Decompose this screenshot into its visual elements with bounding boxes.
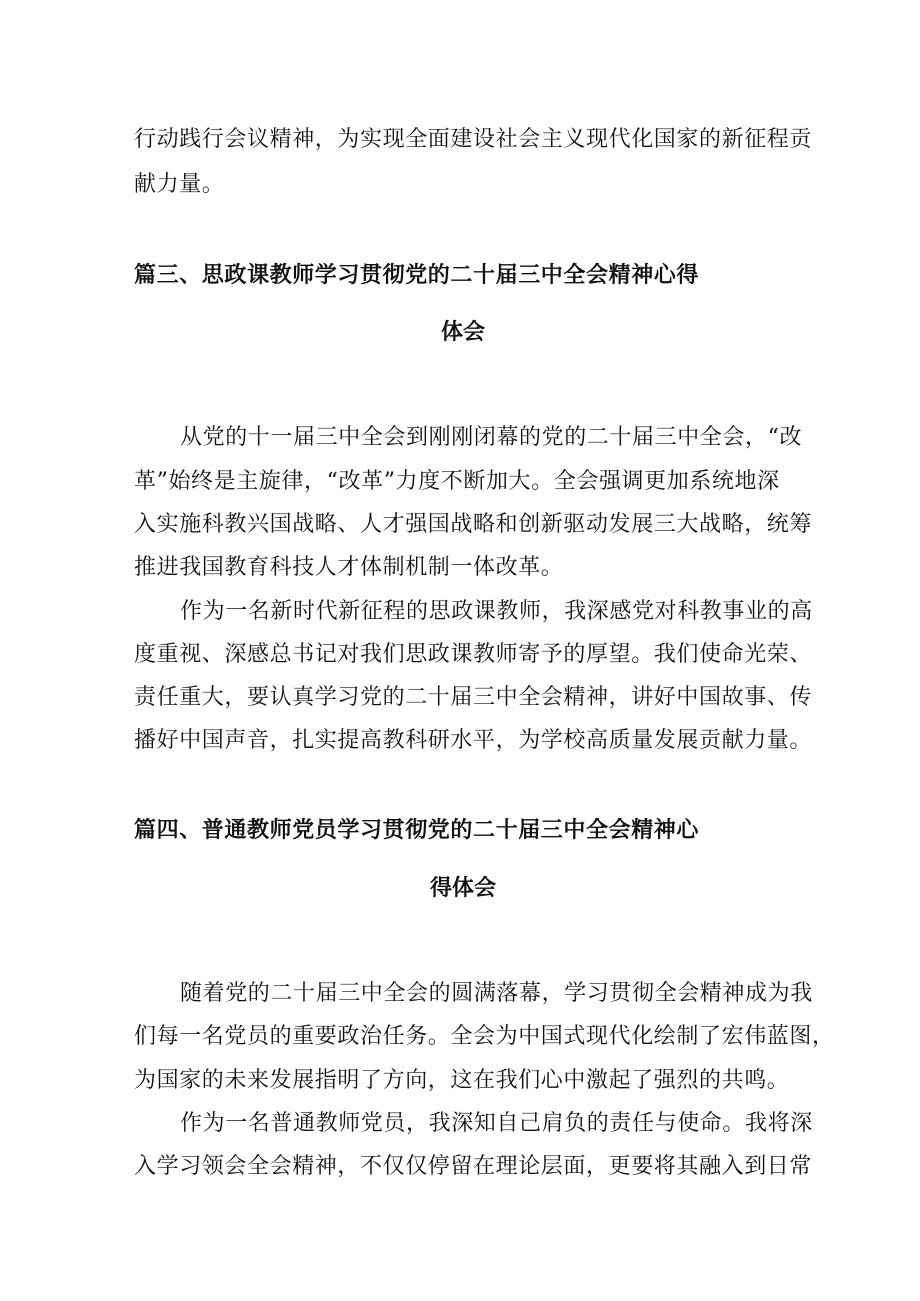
body-text-line: 作为一名普通教师党员，我深知自己肩负的责任与使命。我将深 xyxy=(180,1111,813,1136)
body-text-line: 作为一名新时代新征程的思政课教师，我深感党对科教事业的高 xyxy=(180,599,813,624)
section4-heading: 篇四、普通教师党员学习贯彻党的二十届三中全会精神心 xyxy=(134,817,700,843)
body-text-line: 度重视、深感总书记对我们思政课教师寄予的厚望。我们使命光荣、 xyxy=(134,642,813,667)
section4-heading-continued: 得体会 xyxy=(430,875,497,901)
body-text-line: 推进我国教育科技人才体制机制一体改革。 xyxy=(134,555,564,580)
body-text-line: 为国家的未来发展指明了方向，这在我们心中激起了强烈的共鸣。 xyxy=(134,1068,790,1093)
section3-heading-continued: 体会 xyxy=(441,319,486,345)
body-text-line: 从党的十一届三中全会到刚刚闭幕的党的二十届三中全会，“改 xyxy=(180,425,803,450)
body-text-line: 献力量。 xyxy=(134,172,225,197)
body-text-line: 行动践行会议精神，为实现全面建设社会主义现代化国家的新征程贡 xyxy=(134,127,813,152)
body-text-line: 责任重大，要认真学习党的二十届三中全会精神，讲好中国故事、传 xyxy=(134,685,813,710)
body-text-line: 入学习领会全会精神，不仅仅停留在理论层面，更要将其融入到日常 xyxy=(134,1154,813,1179)
body-text-line: 们每一名党员的重要政治任务。全会为中国式现代化绘制了宏伟蓝图， xyxy=(134,1024,835,1049)
body-text-line: 入实施科教兴国战略、人才强国战略和创新驱动发展三大战略，统筹 xyxy=(134,512,813,537)
body-text-line: 播好中国声音，扎实提高教科研水平，为学校高质量发展贡献力量。 xyxy=(134,728,813,753)
body-text-line: 革”始终是主旋律，“改革”力度不断加大。全会强调更加系统地深 xyxy=(134,469,780,494)
section3-heading: 篇三、思政课教师学习贯彻党的二十届三中全会精神心得 xyxy=(134,262,700,288)
body-text-line: 随着党的二十届三中全会的圆满落幕，学习贯彻全会精神成为我 xyxy=(180,981,813,1006)
